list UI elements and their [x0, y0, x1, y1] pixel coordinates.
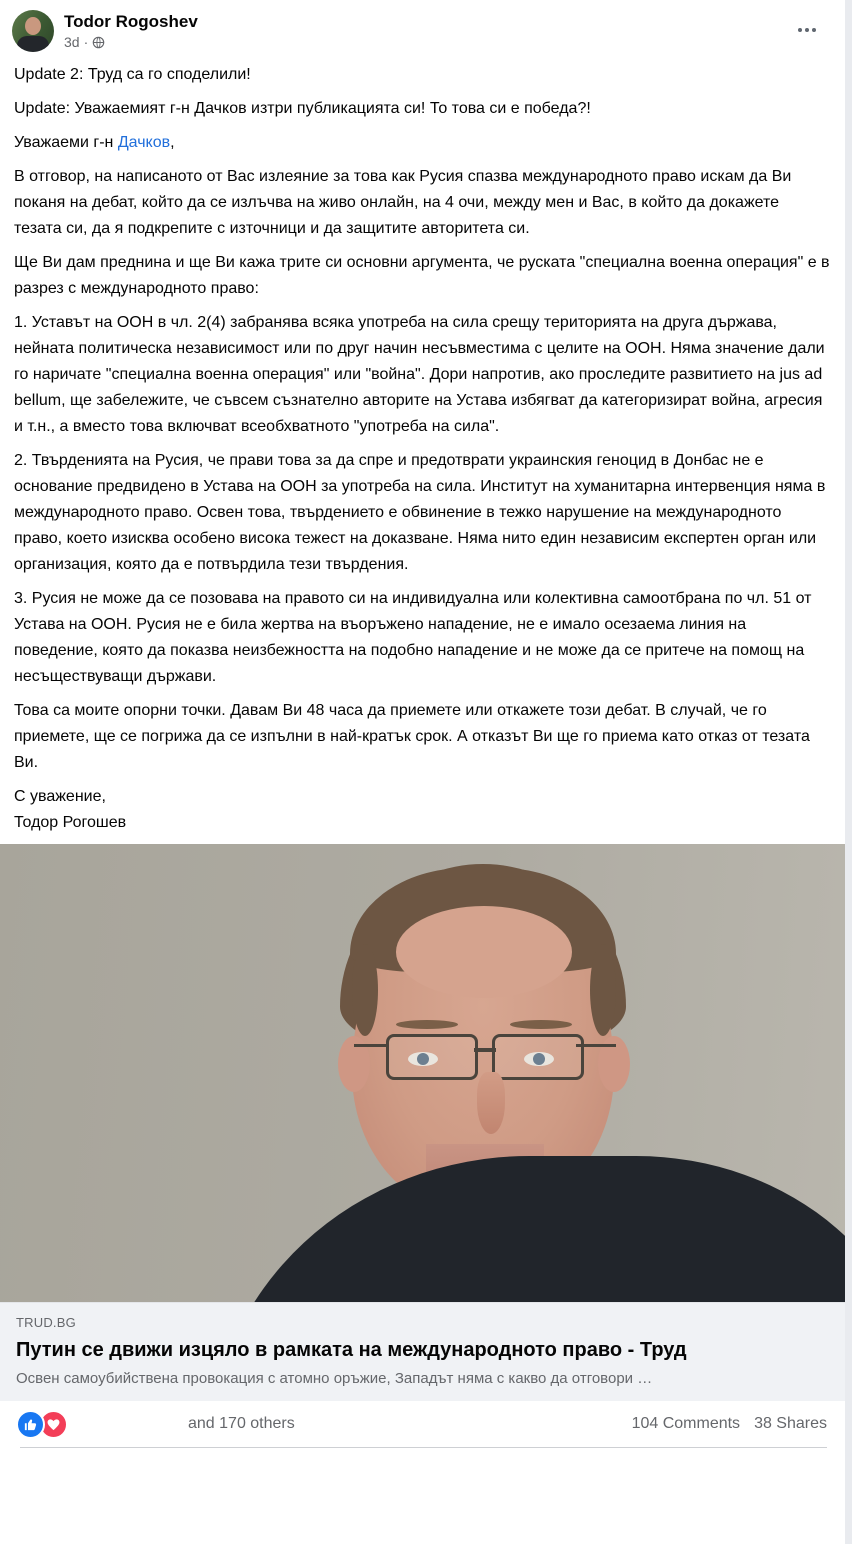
post-paragraph: 1. Уставът на ООН в чл. 2(4) забранява всяка употреба на сила срещу територията на друга държава, нейната политическа независимост или по друг начин несъвместима с целите на ООН. Няма значение дали го наричате "специална военна операция" или "война". Дори напротив, ако проследите развитието на jus ad bellum, ще забележите, че съвсем съзнателно авторите на Устава избягват да категоризират война, агресия и т.н., а вместо това включват всеобхватното "употреба на сила". [14, 314, 825, 435]
reaction-icons[interactable] [16, 1410, 68, 1439]
card-right-edge [845, 0, 852, 1544]
reaction-others-count[interactable]: and 170 others [188, 1415, 295, 1432]
glasses-arm-right [576, 1044, 616, 1047]
comment-share-counts [632, 1415, 827, 1433]
link-title: Путин се движи изцяло в рамката на международното право - Труд [16, 1339, 687, 1361]
post-paragraph: Update: Уважаемият г-н Дачков изтри публикацията си! То това си е победа?! [14, 100, 591, 117]
globe-icon [92, 36, 105, 49]
post-paragraph: Това са моите опорни точки. Давам Ви 48 часа да приемете или откажете този дебат. В случай, че го приемете, ще се погрижа да се изпълни в най-кратък срок. А отказът Ви ще го приема като отказ от тезата Ви. [14, 702, 810, 771]
portrait-eyebrow-left [396, 1020, 458, 1029]
post-paragraph: В отговор, на написаното от Вас излеяние за това как Русия спазва международното право искам да Ви поканя на дебат, който да се излъчва на живо онлайн, на 4 очи, между мен и Вас, в който да докажете тезата си, да я подкрепите с източници и да защитите авторитета си. [14, 168, 792, 237]
glasses-arm-left [354, 1044, 388, 1047]
link-preview-card[interactable] [0, 844, 845, 1401]
more-options-button[interactable] [791, 16, 823, 44]
post-paragraph-greeting [14, 130, 830, 156]
link-preview-info [0, 1302, 845, 1401]
link-domain: TRUD.BG [16, 1315, 76, 1330]
signature-name: Тодор Рогошев [14, 814, 127, 831]
glasses-lens-left [386, 1034, 478, 1080]
engagement-bar [0, 1401, 845, 1447]
author-name[interactable]: Todor Rogoshev [64, 12, 198, 31]
post-header [0, 0, 845, 58]
portrait-eyebrow-right [510, 1020, 572, 1029]
bottom-divider [20, 1447, 827, 1448]
portrait-hair-right [590, 944, 616, 1036]
mention-link-dachkov[interactable]: Дачков [117, 134, 171, 151]
post-signature [14, 784, 830, 836]
glasses-lens-right [492, 1034, 584, 1080]
portrait-hair-left [352, 944, 378, 1036]
post-paragraph: 2. Твърденията на Русия, че прави това за да спре и предотврати украинския геноцид в Донбас не е основание предвидено в Устава на ООН за употреба на сила. Институт на хуманитарна интервенция няма в международното право. Освен това, твърдението е обвинение в тежко нарушение на международното право, което изисква особено висока тежест на доказване. Няма нито един независим експертен орган или организация, която да е потвърдила тези твърдения. [14, 452, 826, 573]
post-meta-line [64, 34, 198, 50]
avatar[interactable] [12, 10, 54, 52]
greeting-comma: , [170, 134, 175, 151]
post-text [0, 58, 845, 836]
portrait-nose [477, 1072, 505, 1134]
signature-closing: С уважение, [14, 788, 106, 805]
timestamp[interactable]: 3d [64, 34, 80, 50]
ellipsis-icon [798, 28, 802, 32]
glasses-bridge [474, 1048, 496, 1052]
post-paragraph: Update 2: Труд са го споделили! [14, 66, 251, 83]
avatar-jacket [17, 36, 49, 52]
post-paragraph: 3. Русия не може да се позовава на правото си на индивидуална или колективна самоотбрана по чл. 51 от Устава на ООН. Русия не е била жертва на въоръжено нападение, не е имало осезаема линия на поведение, която да показва неизбежността на подобно нападение и не може да се притече на помощ на несъществуващи държави. [14, 590, 812, 685]
shares-count[interactable]: 38 Shares [754, 1415, 827, 1432]
post-paragraph: Ще Ви дам преднина и ще Ви кажа трите си основни аргумента, че руската "специална военна операция" е в разрез с международното право: [14, 254, 830, 297]
like-reaction-icon[interactable] [16, 1410, 45, 1439]
post-header-meta [64, 10, 198, 50]
portrait-jacket [210, 1156, 845, 1302]
comments-count[interactable]: 104 Comments [631, 1415, 741, 1432]
dot-separator: · [83, 34, 89, 50]
avatar-face [25, 17, 41, 35]
greeting-text: Уважаеми г-н [14, 134, 118, 151]
link-preview-image [0, 844, 845, 1302]
link-description: Освен самоубийствена провокация с атомно оръжие, Западът няма с какво да отговори … [16, 1370, 653, 1387]
portrait-forehead [396, 906, 572, 998]
